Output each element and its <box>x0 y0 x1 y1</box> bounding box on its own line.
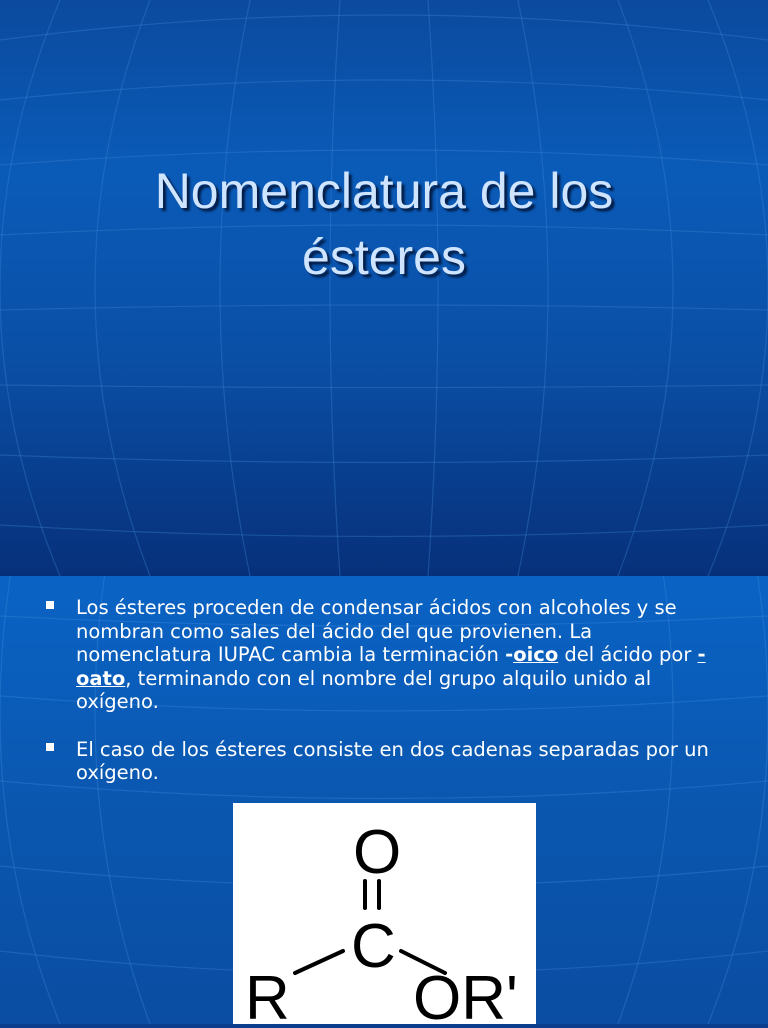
bullet-item-1: Los ésteres proceden de condensar ácidos con alcoholes y se nombran como sales del ácido del que provienen. La nomenclatura IUPAC cambia la terminación -oico del ácido por -oato, terminando con el nombre del grupo alquilo unido al oxígeno. <box>46 596 726 714</box>
term-oato: -oato <box>76 643 706 690</box>
atom-oxygen-top: O <box>353 818 402 887</box>
ester-structure-image <box>233 803 536 1024</box>
slide-title <box>40 158 728 290</box>
term-oico: -oico <box>505 643 559 666</box>
group-or-prime: OR' <box>413 964 518 1024</box>
slide-title-line2: ésteres <box>302 229 466 285</box>
slide-title-line1: Nomenclatura de los <box>154 163 614 219</box>
atom-carbon: C <box>351 912 396 981</box>
group-r: R <box>245 964 290 1024</box>
ester-structure-diagram <box>233 803 536 1024</box>
bullet-item-2: El caso de los ésteres consiste en dos cadenas separadas por un oxígeno. <box>46 738 726 785</box>
single-bond-left <box>295 951 343 973</box>
square-bullet-icon <box>46 601 54 609</box>
bullet-list <box>46 596 726 809</box>
square-bullet-icon <box>46 743 54 751</box>
